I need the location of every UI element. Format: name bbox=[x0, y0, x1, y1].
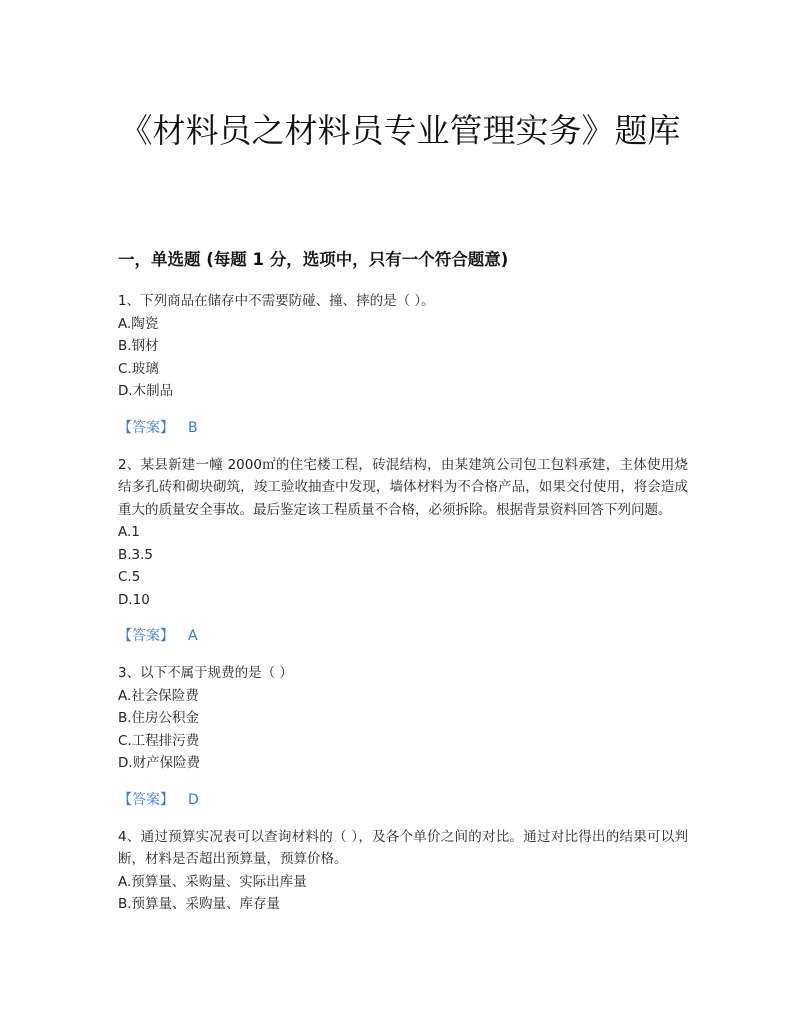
question-stem: 3、以下不属于规费的是（ ） bbox=[118, 665, 293, 681]
option-b: B.住房公积金 bbox=[118, 710, 200, 726]
answer-label: 【答案】 bbox=[118, 628, 174, 644]
option-c: C.玻璃 bbox=[118, 360, 159, 377]
question-list bbox=[118, 290, 688, 926]
option-b: B.预算量、采购量、库存量 bbox=[118, 896, 281, 912]
option-d: D.财产保险费 bbox=[118, 755, 201, 771]
option-a: A.1 bbox=[118, 524, 140, 540]
question-2 bbox=[118, 454, 688, 648]
option-c: C.工程排污费 bbox=[118, 732, 200, 749]
answer-line bbox=[118, 789, 688, 811]
answer-label: 【答案】 bbox=[118, 419, 174, 436]
option-a: A.社会保险费 bbox=[118, 687, 199, 704]
question-stem: 4、通过预算实况表可以查询材料的（ ），及各个单价之间的对比。通过对比得出的结果可以判断，材料是否超出预算量，预算价格。 bbox=[118, 828, 688, 867]
question-stem: 1、下列商品在储存中不需要防碰、撞、摔的是（ ）。 bbox=[118, 293, 435, 309]
question-1 bbox=[118, 290, 688, 439]
option-a: A.陶瓷 bbox=[118, 315, 159, 332]
answer-value: B bbox=[188, 419, 198, 436]
question-3 bbox=[118, 662, 688, 811]
option-a: A.预算量、采购量、实际出库量 bbox=[118, 873, 307, 890]
section-heading: 一，单选题 (每题 1 分，选项中，只有一个符合题意) bbox=[118, 250, 509, 269]
question-stem: 2、某县新建一幢 2000㎡的住宅楼工程，砖混结构，由某建筑公司包工包料承建，主体使用烧结多孔砖和砌块砌筑，竣工验收抽查中发现，墙体材料为不合格产品，如果交付使用，将会造成重大的质量安全事故。最后鉴定该工程质量不合格，必须拆除。根据背景资料回答下列问题。 bbox=[118, 456, 688, 518]
option-c: C.5 bbox=[118, 569, 141, 585]
option-b: B.钢材 bbox=[118, 338, 159, 354]
option-b: B.3.5 bbox=[118, 546, 154, 563]
option-d: D.木制品 bbox=[118, 383, 174, 399]
document-title: 《材料员之材料员专业管理实务》题库 bbox=[119, 111, 681, 150]
answer-label: 【答案】 bbox=[118, 791, 174, 808]
answer-line bbox=[118, 417, 688, 439]
option-d: D.10 bbox=[118, 591, 150, 608]
question-4 bbox=[118, 826, 688, 916]
answer-line bbox=[118, 625, 688, 647]
answer-value: D bbox=[188, 791, 199, 808]
answer-value: A bbox=[188, 628, 198, 644]
